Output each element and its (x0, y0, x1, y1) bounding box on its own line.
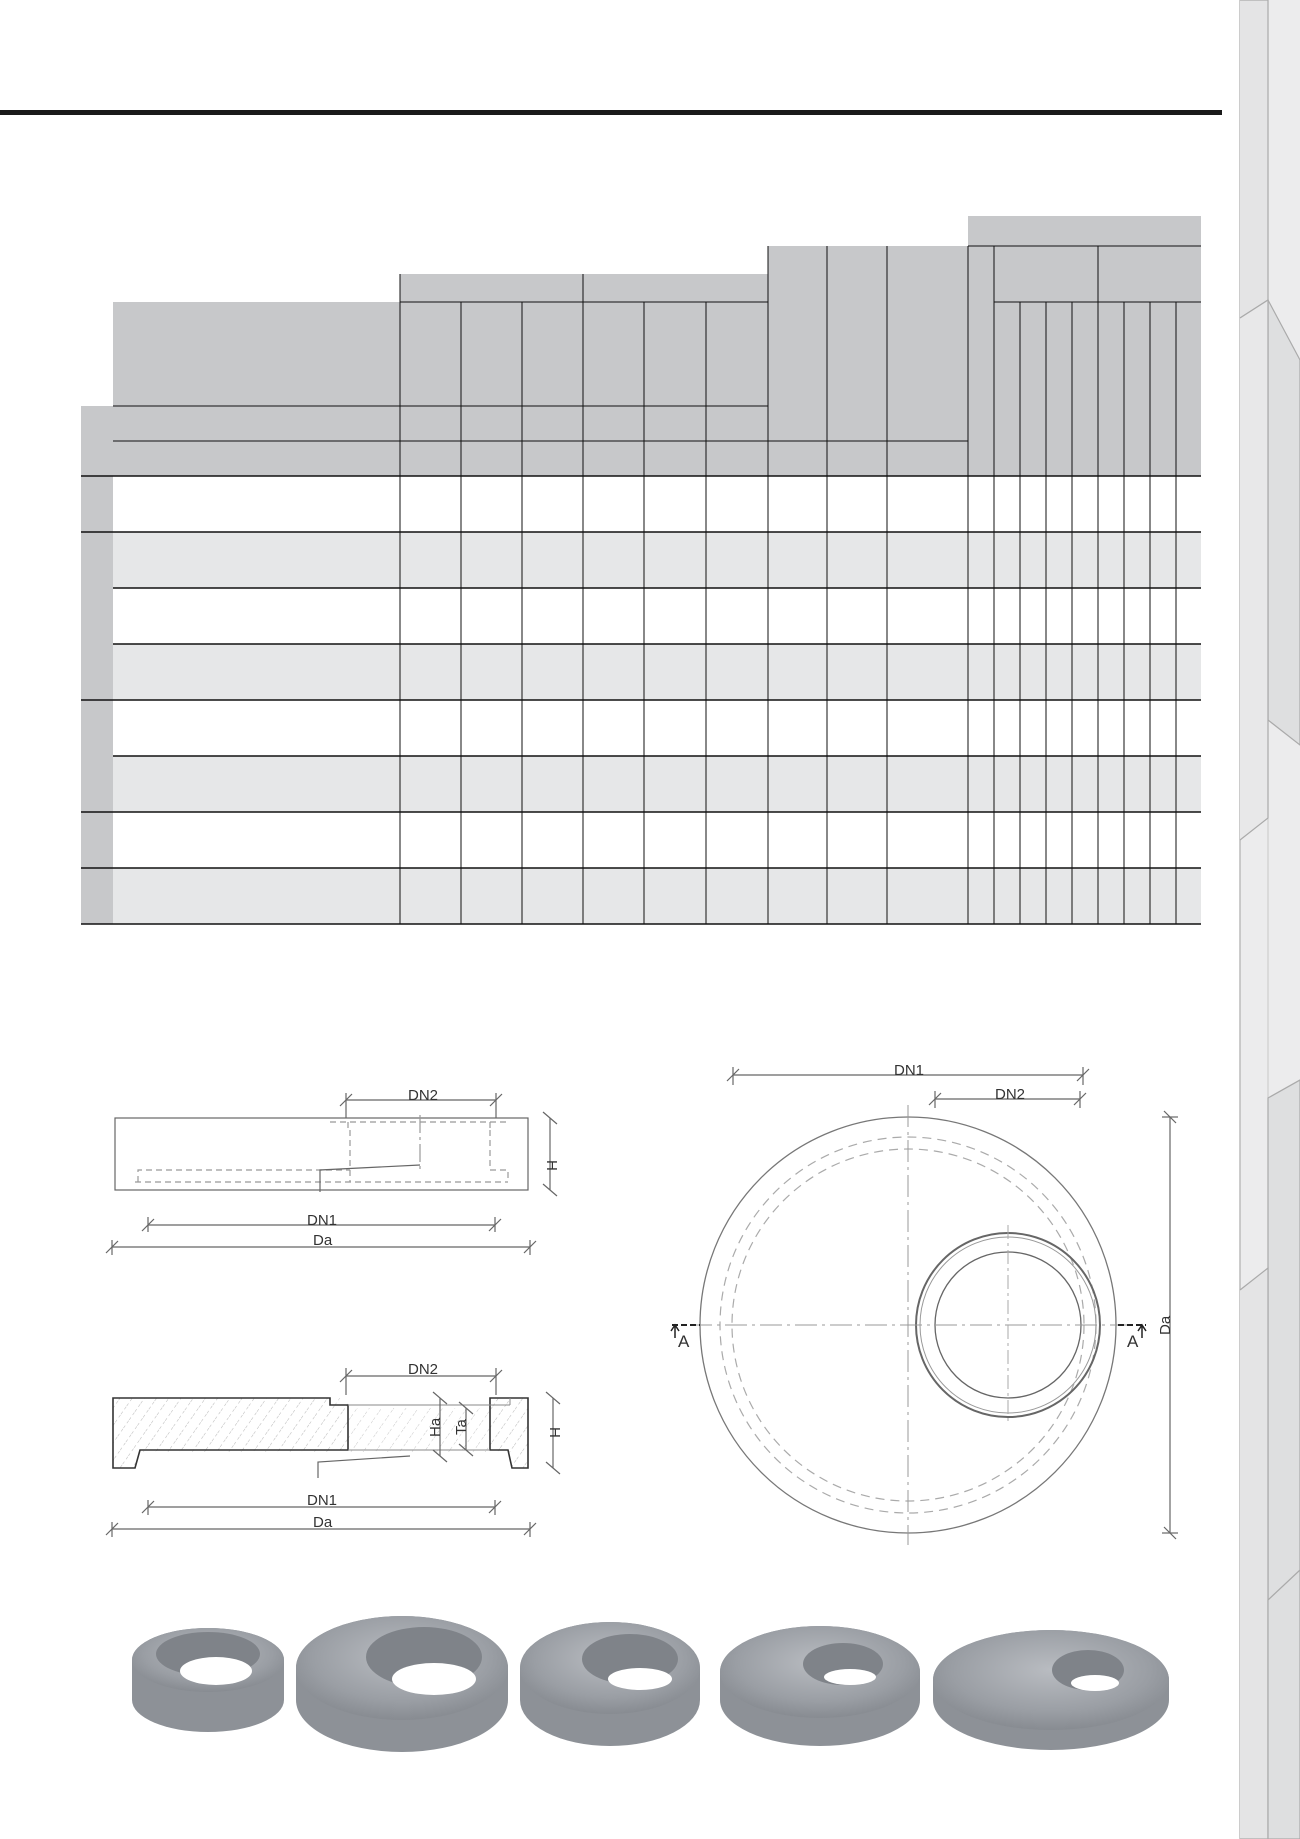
section-drawing (106, 1368, 560, 1537)
product-renders (132, 1616, 1169, 1752)
section-right-outline (490, 1398, 528, 1468)
product-render-4 (720, 1626, 920, 1746)
sect-h-label: H (546, 1427, 563, 1438)
product-render-1 (132, 1628, 284, 1732)
plan-da-label: Da (1157, 1315, 1174, 1335)
elev-da-label: Da (313, 1232, 333, 1249)
elev-dn2-label: DN2 (408, 1087, 439, 1104)
plan-dn2-label: DN2 (995, 1086, 1026, 1103)
elevation-outline (115, 1118, 528, 1190)
elev-h-label: H (543, 1160, 560, 1171)
sect-ha-label: Ha (427, 1417, 444, 1437)
elevation-drawing (106, 1093, 557, 1255)
product-render-3 (520, 1622, 700, 1746)
plan-section-left: A (678, 1332, 690, 1351)
sect-dn2-label: DN2 (408, 1361, 439, 1378)
sect-ta-label: Ta (453, 1419, 470, 1435)
product-render-5 (933, 1630, 1169, 1750)
plan-dn1-label: DN1 (894, 1062, 925, 1079)
plan-section-right: A (1127, 1332, 1139, 1351)
section-left-outline (113, 1398, 348, 1468)
sect-da-label: Da (313, 1514, 333, 1531)
elev-dn1-label: DN1 (307, 1212, 338, 1229)
sect-dn1-label: DN1 (307, 1492, 338, 1509)
plan-drawing (671, 1067, 1178, 1545)
elevation-hidden-lines (135, 1122, 510, 1182)
product-render-2 (296, 1616, 508, 1752)
